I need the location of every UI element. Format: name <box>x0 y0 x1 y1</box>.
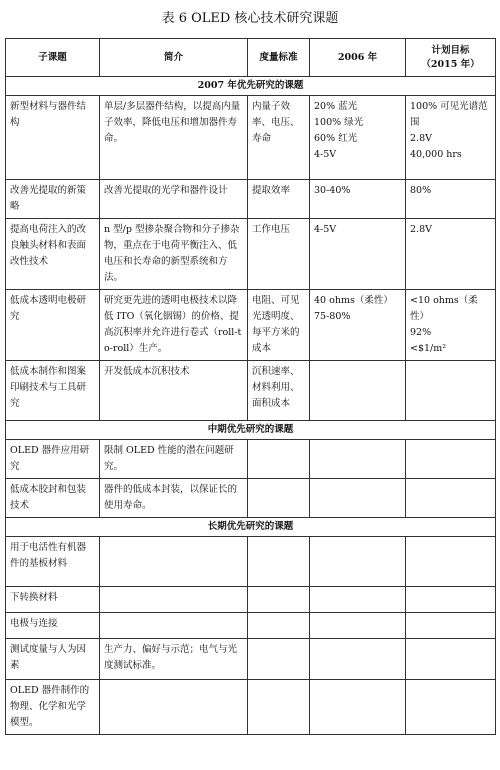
cell-intro: 生产力、偏好与示范；电气与光度测试标准。 <box>100 639 248 680</box>
table-row <box>6 290 496 361</box>
header-topic: 子课题 <box>6 39 100 77</box>
cell-2006 <box>310 290 406 361</box>
header-metric: 度量标准 <box>248 39 310 77</box>
cell-intro: 改善光提取的光学和器件设计 <box>100 180 248 219</box>
table-row <box>6 680 496 735</box>
cell-target <box>406 587 496 613</box>
cell-line: 40,000 hrs <box>410 149 462 160</box>
cell-topic: OLED 器件应用研究 <box>6 440 100 479</box>
cell-metric: 沉积速率、材料利用、面积成本 <box>248 361 310 421</box>
cell-2006 <box>310 479 406 518</box>
header-intro: 简介 <box>100 39 248 77</box>
cell-line: 4-5V <box>314 224 337 235</box>
cell-intro: 器件的低成本封装，以保证长的使用寿命。 <box>100 479 248 518</box>
cell-target <box>406 537 496 587</box>
cell-metric <box>248 680 310 735</box>
section-heading: 2007 年优先研究的课题 <box>6 77 496 96</box>
cell-metric <box>248 587 310 613</box>
cell-topic: 新型材料与器件结构 <box>6 96 100 180</box>
cell-line: 2.8V <box>410 224 432 235</box>
cell-2006 <box>310 440 406 479</box>
cell-2006 <box>310 639 406 680</box>
table-row <box>6 587 496 613</box>
cell-target <box>406 290 496 361</box>
cell-intro: n 型/p 型掺杂聚合物和分子掺杂物，重点在于电荷平衡注入、低电压和长寿命的新型系统和方法。 <box>100 219 248 290</box>
cell-topic: 用于电活性有机器件的基板材料 <box>6 537 100 587</box>
cell-line: <10 ohms（柔性） <box>410 295 478 322</box>
cell-intro <box>100 537 248 587</box>
cell-line: 20% 蓝光 <box>314 101 358 112</box>
cell-metric <box>248 639 310 680</box>
cell-target <box>406 361 496 421</box>
cell-line: 4-5V <box>314 149 337 160</box>
cell-metric <box>248 613 310 639</box>
cell-line: 100% 可见光谱范围 <box>410 101 488 128</box>
cell-target <box>406 96 496 180</box>
cell-metric <box>248 440 310 479</box>
cell-topic: 低成本胶封和包装技术 <box>6 479 100 518</box>
cell-target <box>406 479 496 518</box>
section-heading: 中期优先研究的课题 <box>6 421 496 440</box>
table-title: 表 6 OLED 核心技术研究课题 <box>161 11 339 26</box>
cell-topic: 改善光提取的新策略 <box>6 180 100 219</box>
cell-target <box>406 680 496 735</box>
cell-2006 <box>310 96 406 180</box>
cell-intro: 开发低成本沉积技术 <box>100 361 248 421</box>
cell-metric: 提取效率 <box>248 180 310 219</box>
table-row <box>6 639 496 680</box>
table-row <box>6 613 496 639</box>
cell-topic: 低成本制作和图案印刷技术与工具研究 <box>6 361 100 421</box>
table-row <box>6 537 496 587</box>
table-row <box>6 440 496 479</box>
cell-topic: 提高电荷注入的改良触头材料和表面改性技术 <box>6 219 100 290</box>
cell-line: 75-80% <box>314 311 351 322</box>
cell-line: 80% <box>410 185 432 196</box>
cell-2006 <box>310 613 406 639</box>
cell-metric: 工作电压 <box>248 219 310 290</box>
cell-2006 <box>310 537 406 587</box>
cell-metric: 电阻、可见光透明度、每平方米的成本 <box>248 290 310 361</box>
cell-line: 2.8V <box>410 133 432 144</box>
cell-topic: OLED 器件制作的物理、化学和光学模型。 <box>6 680 100 735</box>
cell-target <box>406 180 496 219</box>
cell-intro: 单层/多层器件结构，以提高内量子效率，降低电压和增加器件寿命。 <box>100 96 248 180</box>
section-heading: 长期优先研究的课题 <box>6 518 496 537</box>
cell-intro: 限制 OLED 性能的潜在问题研究。 <box>100 440 248 479</box>
cell-line: 60% 红光 <box>314 133 358 144</box>
cell-topic: 下转换材料 <box>6 587 100 613</box>
cell-line: 30-40% <box>314 185 351 196</box>
cell-target <box>406 639 496 680</box>
cell-topic: 低成本透明电极研究 <box>6 290 100 361</box>
cell-intro: 研究更先进的透明电极技术以降低 ITO（氧化铟锡）的价格、提高沉积率并允许进行卷式（roll-to-roll）生产。 <box>100 290 248 361</box>
cell-line: 92% <box>410 327 432 338</box>
table-row <box>6 180 496 219</box>
cell-intro <box>100 680 248 735</box>
cell-topic: 测试度量与人为因素 <box>6 639 100 680</box>
cell-line: 40 ohms（柔性） <box>314 295 393 306</box>
table-row <box>6 361 496 421</box>
table-row <box>6 479 496 518</box>
cell-2006 <box>310 587 406 613</box>
header-target: 计划目标 （2015 年） <box>406 39 496 77</box>
cell-target <box>406 219 496 290</box>
cell-topic: 电极与连接 <box>6 613 100 639</box>
cell-2006 <box>310 680 406 735</box>
cell-line: 100% 绿光 <box>314 117 364 128</box>
cell-target <box>406 613 496 639</box>
cell-intro <box>100 613 248 639</box>
cell-target <box>406 440 496 479</box>
cell-metric: 内量子效率、电压、寿命 <box>248 96 310 180</box>
cell-2006 <box>310 361 406 421</box>
cell-intro <box>100 587 248 613</box>
research-topics-table <box>5 38 496 735</box>
table-row <box>6 96 496 180</box>
cell-metric <box>248 537 310 587</box>
table-row <box>6 219 496 290</box>
header-2006: 2006 年 <box>310 39 406 77</box>
cell-2006 <box>310 219 406 290</box>
cell-line: <$1/m² <box>410 343 447 354</box>
cell-2006 <box>310 180 406 219</box>
cell-metric <box>248 479 310 518</box>
